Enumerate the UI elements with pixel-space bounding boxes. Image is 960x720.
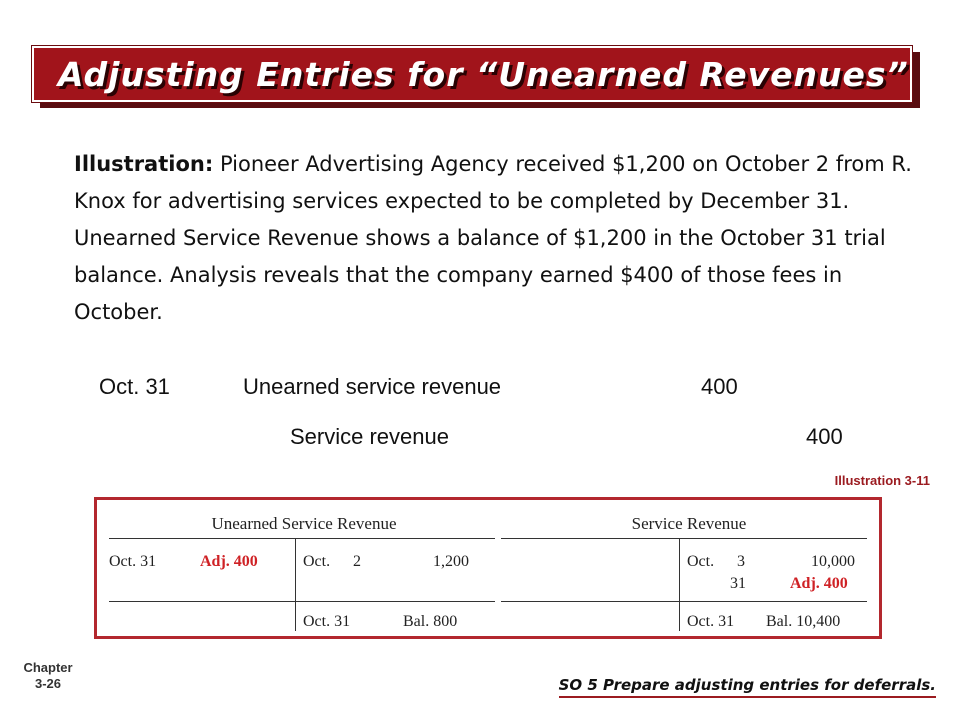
t-left-debit-adjustment: Adj. 400 xyxy=(200,553,258,570)
t-right-credit-day: 3 xyxy=(737,553,745,570)
t-left-credit-date: Oct. xyxy=(303,553,331,570)
t-account-top-rule xyxy=(109,538,495,539)
t-left-credit-day: 2 xyxy=(353,553,361,570)
illustration-lead: Illustration: xyxy=(74,152,214,176)
t-account-balance-rule xyxy=(109,601,495,602)
journal-debit-account: Unearned service revenue xyxy=(243,374,502,399)
illustration-reference: Illustration 3-11 xyxy=(834,473,930,488)
t-left-balance: Bal. 800 xyxy=(403,613,458,630)
journal-credit-account: Service revenue xyxy=(290,424,449,449)
t-left-balance-date: Oct. 31 xyxy=(303,613,351,630)
chapter-text: Chapter xyxy=(23,660,73,675)
t-right-adjust-day: 31 xyxy=(730,575,746,592)
t-right-adjustment: Adj. 400 xyxy=(790,575,848,592)
t-account-balance-rule-right xyxy=(501,601,867,602)
t-right-balance: Bal. 10,400 xyxy=(766,613,841,630)
t-left-credit-amount: 1,200 xyxy=(433,553,469,570)
t-account-vertical-rule-right xyxy=(679,539,680,631)
t-account-title-unearned: Unearned Service Revenue xyxy=(211,514,397,533)
t-right-balance-date: Oct. 31 xyxy=(687,613,735,630)
study-objective: SO 5 Prepare adjusting entries for deferrals. xyxy=(559,676,936,698)
t-account-top-rule-right xyxy=(501,538,867,539)
t-account-vertical-rule xyxy=(295,539,296,631)
journal-credit-amount: 400 xyxy=(806,424,843,449)
t-right-credit-date: Oct. xyxy=(687,553,715,570)
t-right-credit-amount: 10,000 xyxy=(811,553,855,570)
illustration-paragraph xyxy=(74,146,914,331)
t-left-debit-date: Oct. 31 xyxy=(109,553,157,570)
chapter-label xyxy=(20,660,76,692)
illustration-text: Pioneer Advertising Agency received $1,200 on October 2 from R. Knox for advertising services expected to be completed by December 31. Unearned Service Revenue shows a balance of $1,200 in the October 31 trial balance. Analysis reveals that the company earned $400 of those fees in October. xyxy=(74,152,912,324)
t-account-title-service: Service Revenue xyxy=(631,514,747,533)
journal-debit-amount: 400 xyxy=(701,374,738,399)
journal-date: Oct. 31 xyxy=(99,374,170,399)
page-title: Adjusting Entries for “Unearned Revenues” xyxy=(58,55,909,94)
t-accounts-panel xyxy=(94,497,882,639)
chapter-page: 3-26 xyxy=(34,676,62,691)
